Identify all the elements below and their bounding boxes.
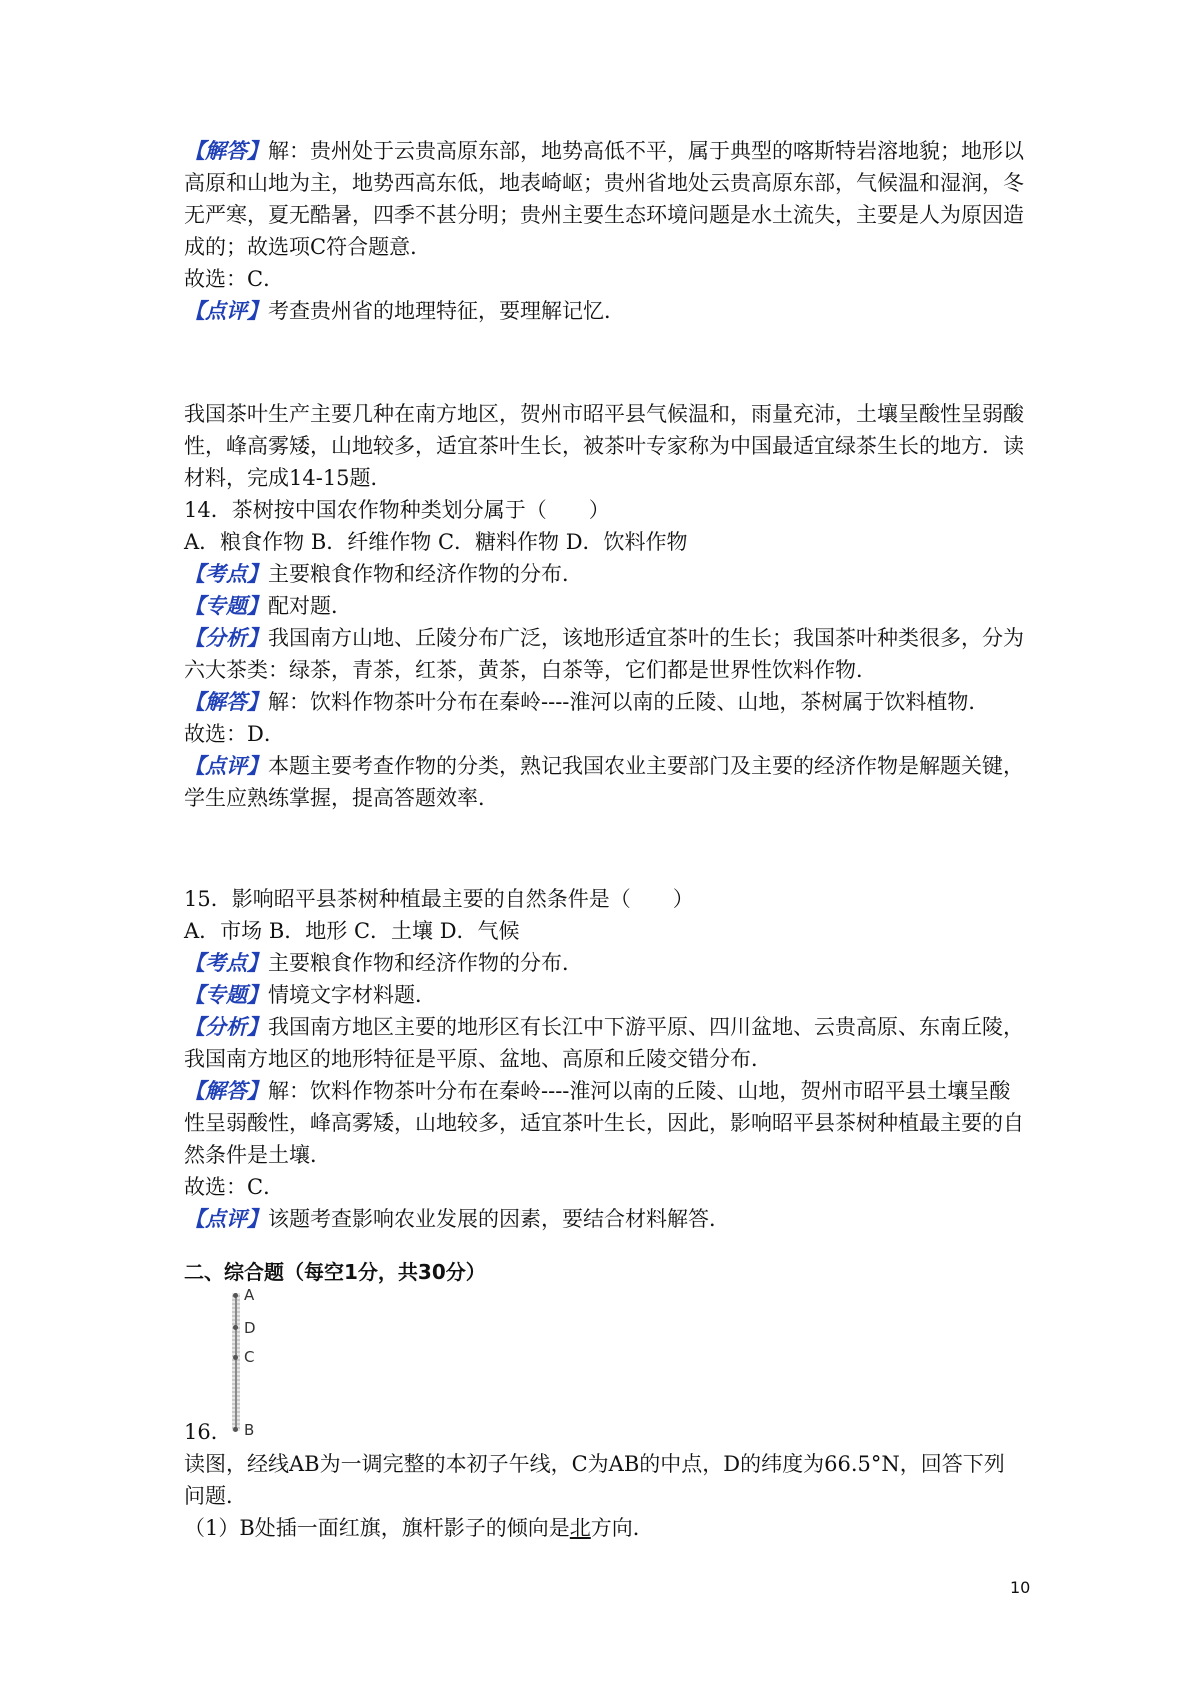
answer-tag: 【解答】 [184, 689, 268, 714]
answer-text: 解：饮料作物茶叶分布在秦岭----淮河以南的丘陵、山地，茶树属于饮料植物． [268, 690, 990, 714]
point-b-label: B [244, 1421, 255, 1439]
answer-tag: 【解答】 [184, 138, 268, 163]
point-d-label: D [244, 1319, 256, 1337]
q14-answer [184, 686, 1064, 718]
q14-stem: 14．茶树按中国农作物种类划分属于（ ） [184, 498, 610, 522]
analysis-text: 我国南方山地、丘陵分布广泛，该地形适宜茶叶的生长；我国茶叶种类很多，分为 [268, 626, 1024, 650]
q16-number: 16． [184, 1420, 232, 1444]
q16-sub1 [184, 1512, 1064, 1544]
q15-point [184, 947, 1064, 979]
q16-stem-line-1: 读图，经线AB为一调完整的本初子午线，C为AB的中点，D的纬度为66.5°N，回答下列 [184, 1452, 1005, 1476]
q13-answer-line-3: 无严寒，夏无酷暑，四季不甚分明；贵州主要生态环境问题是水土流失，主要是人为原因造 [184, 203, 1024, 227]
sub1-prefix: （1）B处插一面红旗，旗杆影子的倾向是 [184, 1516, 570, 1540]
topic-tag: 【专题】 [184, 982, 268, 1007]
q14-choice: 故选：D． [184, 722, 285, 746]
review-text: 考查贵州省的地理特征，要理解记忆． [268, 299, 625, 323]
analysis-text: 我国南方地区主要的地形区有长江中下游平原、四川盆地、云贵高原、东南丘陵， [268, 1015, 1024, 1039]
point-text: 主要粮食作物和经济作物的分布． [268, 562, 583, 586]
q15-review [184, 1203, 1064, 1235]
q14-review-line-2: 学生应熟练掌握，提高答题效率． [184, 786, 499, 810]
review-tag: 【点评】 [184, 753, 268, 778]
analysis-tag: 【分析】 [184, 1014, 268, 1039]
q13-answer-line-4: 成的；故选项C符合题意． [184, 235, 432, 259]
q15-answer-line-1 [184, 1075, 1064, 1107]
q15-choice: 故选：C． [184, 1175, 285, 1199]
page-number: 10 [1010, 1578, 1031, 1597]
material-line-1: 我国茶叶生产主要几种在南方地区，贺州市昭平县气候温和，雨量充沛，土壤呈酸性呈弱酸 [184, 402, 1024, 426]
q16-stem-line-2: 问题． [184, 1484, 247, 1508]
review-tag: 【点评】 [184, 298, 268, 323]
q15-stem: 15．影响昭平县茶树种植最主要的自然条件是（ ） [184, 887, 694, 911]
point-text: 主要粮食作物和经济作物的分布． [268, 951, 583, 975]
q14-analysis-line-1 [184, 622, 1064, 654]
q13-answer-line-2: 高原和山地为主，地势西高东低，地表崎岖；贵州省地处云贵高原东部，气候温和湿润，冬 [184, 171, 1024, 195]
q15-answer-line-3: 然条件是土壤． [184, 1143, 331, 1167]
sub1-suffix: 方向． [590, 1516, 654, 1540]
analysis-tag: 【分析】 [184, 625, 268, 650]
point-tag: 【考点】 [184, 561, 268, 586]
q15-answer-line-2: 性呈弱酸性，峰高雾矮，山地较多，适宜茶叶生长，因此，影响昭平县茶树种植最主要的自 [184, 1111, 1024, 1135]
answer-text: 解：饮料作物茶叶分布在秦岭----淮河以南的丘陵、山地，贺州市昭平县土壤呈酸 [268, 1079, 1011, 1103]
review-text: 该题考查影响农业发展的因素，要结合材料解答． [268, 1207, 730, 1231]
q14-analysis-line-2: 六大茶类：绿茶，青茶，红茶，黄茶，白茶等，它们都是世界性饮料作物． [184, 658, 877, 682]
point-c-dot [233, 1355, 238, 1360]
q14-point [184, 558, 1064, 590]
topic-text: 配对题． [268, 594, 352, 618]
meridian-line [235, 1293, 237, 1429]
q14-options: A．粮食作物 B．纤维作物 C．糖料作物 D．饮料作物 [184, 530, 688, 554]
q14-topic [184, 590, 1064, 622]
answer-tag: 【解答】 [184, 1078, 268, 1103]
q13-review [184, 295, 1064, 327]
q15-analysis-line-1 [184, 1011, 1064, 1043]
answer-text: 解：贵州处于云贵高原东部，地势高低不平，属于典型的喀斯特岩溶地貌；地形以 [268, 139, 1024, 163]
topic-tag: 【专题】 [184, 593, 268, 618]
point-tag: 【考点】 [184, 950, 268, 975]
q14-review-line-1 [184, 750, 1064, 782]
point-a-dot [233, 1293, 238, 1298]
q15-analysis-line-2: 我国南方地区的地形特征是平原、盆地、高原和丘陵交错分布． [184, 1047, 772, 1071]
point-d-dot [233, 1325, 238, 1330]
q15-topic [184, 979, 1064, 1011]
section-heading: 二、综合题（每空1分，共30分） [184, 1260, 486, 1284]
q13-answer-line-1 [184, 135, 1064, 167]
topic-text: 情境文字材料题． [268, 983, 436, 1007]
point-a-label: A [244, 1286, 255, 1304]
review-tag: 【点评】 [184, 1206, 268, 1231]
q15-options: A．市场 B．地形 C．土壤 D．气候 [184, 919, 520, 943]
q13-choice: 故选：C． [184, 267, 285, 291]
point-c-label: C [244, 1348, 255, 1366]
review-text: 本题主要考查作物的分类，熟记我国农业主要部门及主要的经济作物是解题关键， [268, 754, 1024, 778]
material-line-2: 性，峰高雾矮，山地较多，适宜茶叶生长，被茶叶专家称为中国最适宜绿茶生长的地方．读 [184, 434, 1024, 458]
material-line-3: 材料，完成14-15题． [184, 466, 392, 490]
sub1-answer: 北 [569, 1516, 591, 1540]
